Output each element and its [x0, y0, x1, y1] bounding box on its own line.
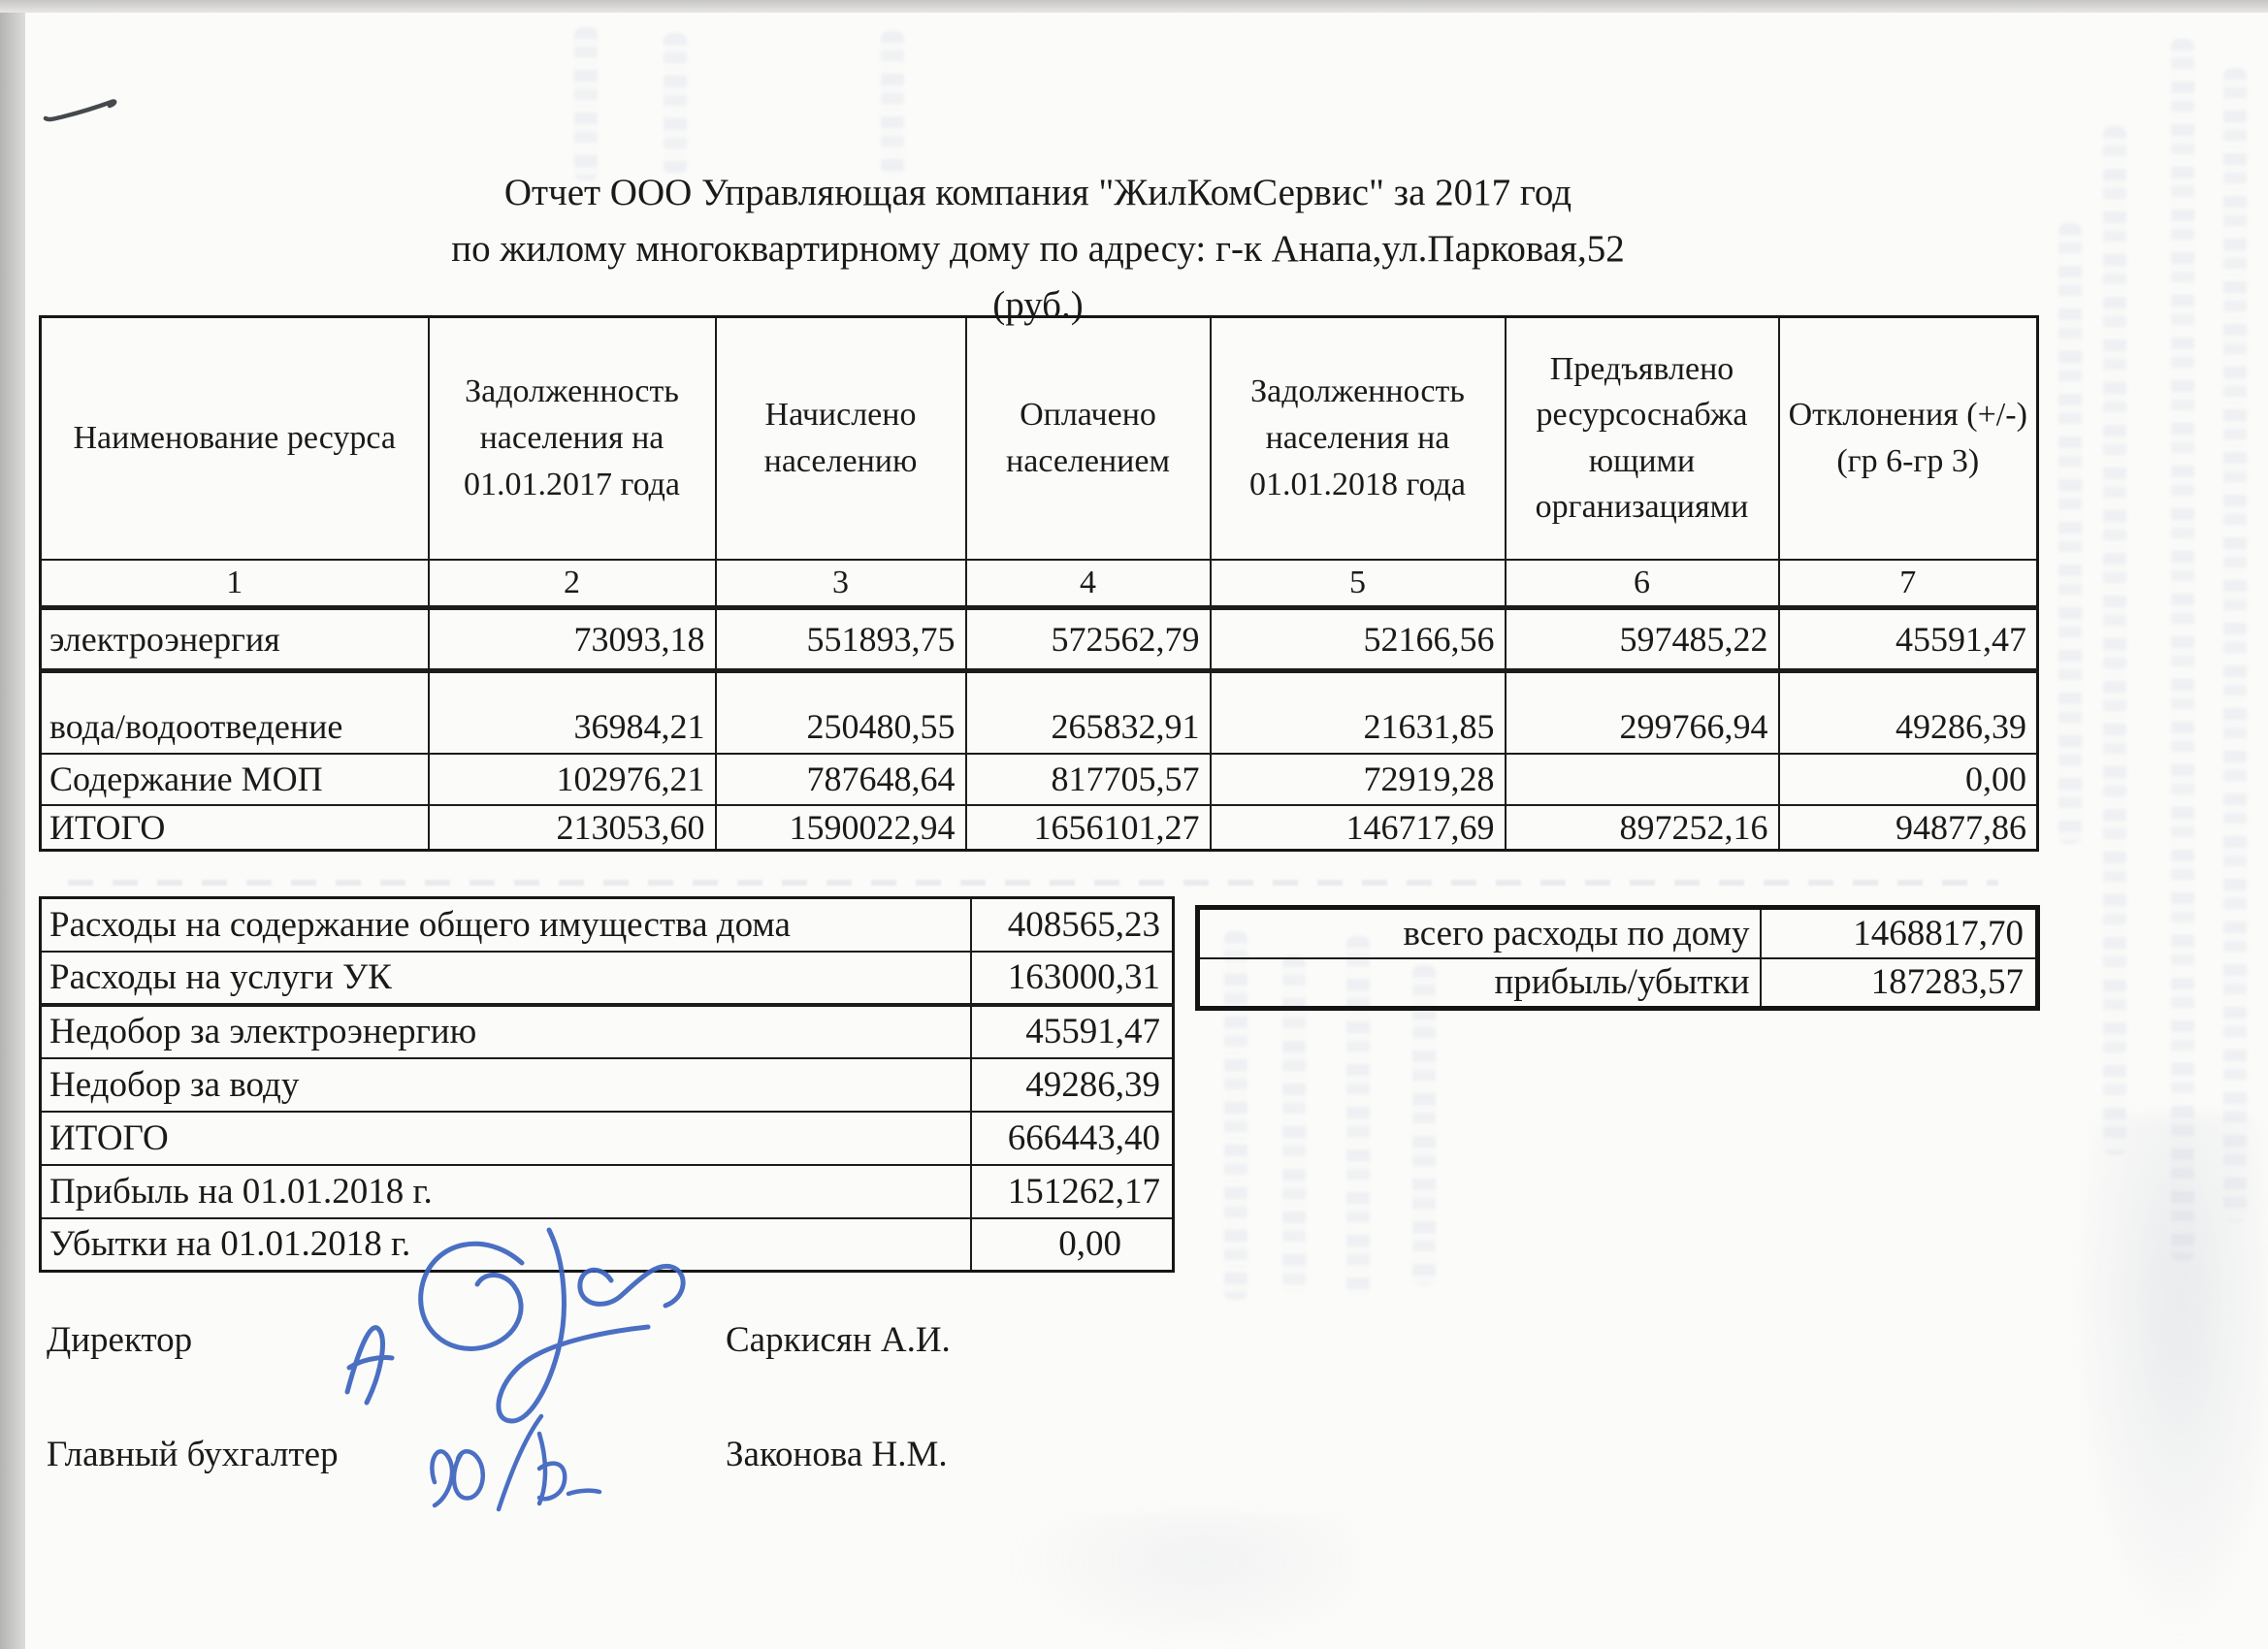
header-cell: Оплачено населением [966, 317, 1211, 560]
value-cell: 45591,47 [1779, 608, 2038, 671]
report-title [68, 165, 2008, 334]
signature-role-chief-accountant: Главный бухгалтер [47, 1435, 339, 1474]
signature-role-director: Директор [47, 1320, 193, 1360]
col-number-cell: 6 [1506, 560, 1779, 608]
value-cell: 1656101,27 [966, 805, 1211, 851]
value-cell: 163000,31 [971, 952, 1174, 1005]
table-row [41, 898, 1174, 952]
label-cell: Расходы на услуги УК [41, 952, 971, 1005]
table-header-row [41, 317, 2038, 560]
header-cell: Отклонения (+/-)(гр 6-гр 3) [1779, 317, 2038, 560]
label-cell: Недобор за воду [41, 1058, 971, 1112]
table-row [41, 1165, 1174, 1218]
value-cell: 408565,23 [971, 898, 1174, 952]
scan-mottle [1009, 1513, 1358, 1649]
resource-name-cell: вода/водоотведение [41, 671, 429, 754]
table-total-row [41, 805, 2038, 851]
scan-edge-top [0, 0, 2268, 13]
value-cell: 666443,40 [971, 1112, 1174, 1165]
bleed-through-artifact [1412, 965, 1436, 1285]
value-cell: 250480,55 [716, 671, 966, 754]
value-cell: 1468817,70 [1761, 908, 2038, 958]
value-cell: 151262,17 [971, 1165, 1174, 1218]
value-cell: 187283,57 [1761, 958, 2038, 1009]
table-row [41, 608, 2038, 671]
col-number-cell: 5 [1211, 560, 1506, 608]
label-cell: Недобор за электроэнергию [41, 1005, 971, 1058]
totals-summary-box [1195, 905, 2040, 1011]
value-cell: 787648,64 [716, 754, 966, 805]
value-cell: 0,00 [971, 1218, 1174, 1272]
bleed-through-artifact [2171, 39, 2194, 1261]
table-row [41, 1058, 1174, 1112]
column-number-row [41, 560, 2038, 608]
col-number-cell: 1 [41, 560, 429, 608]
table-row [41, 952, 1174, 1005]
header-cell: Задолженность населения на 01.01.2017 года [429, 317, 716, 560]
value-cell: 299766,94 [1506, 671, 1779, 754]
value-cell: 817705,57 [966, 754, 1211, 805]
col-number-cell: 2 [429, 560, 716, 608]
label-cell: прибыль/убытки [1198, 958, 1761, 1009]
value-cell: 265832,91 [966, 671, 1211, 754]
staple-mark [41, 91, 122, 124]
scan-artifact-line [68, 880, 1998, 886]
label-cell: Расходы на содержание общего имущества дома [41, 898, 971, 952]
scan-edge-left [0, 0, 25, 1649]
table-row [41, 1005, 1174, 1058]
resource-name-cell: ИТОГО [41, 805, 429, 851]
header-cell: Наименование ресурса [41, 317, 429, 560]
value-cell: 0,00 [1779, 754, 2038, 805]
bleed-through-artifact [664, 33, 687, 175]
resources-table [39, 315, 2039, 852]
signature-name-director: Саркисян А.И. [726, 1320, 951, 1360]
value-cell [1506, 754, 1779, 805]
scan-mottle [2072, 1116, 2266, 1639]
table-row [41, 754, 2038, 805]
label-cell: Прибыль на 01.01.2018 г. [41, 1165, 971, 1218]
title-line-1: Отчет ООО Управляющая компания "ЖилКомСервис" за 2017 год [503, 172, 1572, 213]
resource-name-cell: электроэнергия [41, 608, 429, 671]
table-row [1198, 958, 2038, 1009]
value-cell: 21631,85 [1211, 671, 1506, 754]
value-cell: 897252,16 [1506, 805, 1779, 851]
value-cell: 73093,18 [429, 608, 716, 671]
value-cell: 213053,60 [429, 805, 716, 851]
value-cell: 72919,28 [1211, 754, 1506, 805]
value-cell: 45591,47 [971, 1005, 1174, 1058]
value-cell: 49286,39 [971, 1058, 1174, 1112]
col-number-cell: 4 [966, 560, 1211, 608]
title-line-2: по жилому многоквартирному дому по адресу: г-к Анапа,ул.Парковая,52 [451, 228, 1625, 270]
bleed-through-artifact [2103, 126, 2126, 1154]
value-cell: 1590022,94 [716, 805, 966, 851]
value-cell: 572562,79 [966, 608, 1211, 671]
bleed-through-artifact [2223, 68, 2247, 1222]
accountant-signature-ink [405, 1405, 614, 1531]
col-number-cell: 7 [1779, 560, 2038, 608]
value-cell: 146717,69 [1211, 805, 1506, 851]
label-cell: Убытки на 01.01.2018 г. [41, 1218, 971, 1272]
bleed-through-artifact [881, 31, 904, 177]
value-cell: 52166,56 [1211, 608, 1506, 671]
resource-name-cell: Содержание МОП [41, 754, 429, 805]
table-row [41, 671, 2038, 754]
value-cell: 94877,86 [1779, 805, 2038, 851]
header-cell: Задолженность населения на 01.01.2018 года [1211, 317, 1506, 560]
header-cell: Начислено населению [716, 317, 966, 560]
table-total-row [41, 1112, 1174, 1165]
value-cell: 102976,21 [429, 754, 716, 805]
value-cell: 36984,21 [429, 671, 716, 754]
signature-name-chief-accountant: Законова Н.М. [726, 1435, 948, 1474]
bleed-through-artifact [2058, 223, 2082, 844]
header-cell: Предъявлено ресурсоснабжа ющими организациями [1506, 317, 1779, 560]
col-number-cell: 3 [716, 560, 966, 608]
bleed-through-artifact [574, 27, 598, 180]
title-line-3: (руб.) [992, 284, 1084, 326]
value-cell: 49286,39 [1779, 671, 2038, 754]
value-cell: 597485,22 [1506, 608, 1779, 671]
label-cell: ИТОГО [41, 1112, 971, 1165]
table-row [1198, 908, 2038, 958]
label-cell: всего расходы по дому [1198, 908, 1761, 958]
value-cell: 551893,75 [716, 608, 966, 671]
